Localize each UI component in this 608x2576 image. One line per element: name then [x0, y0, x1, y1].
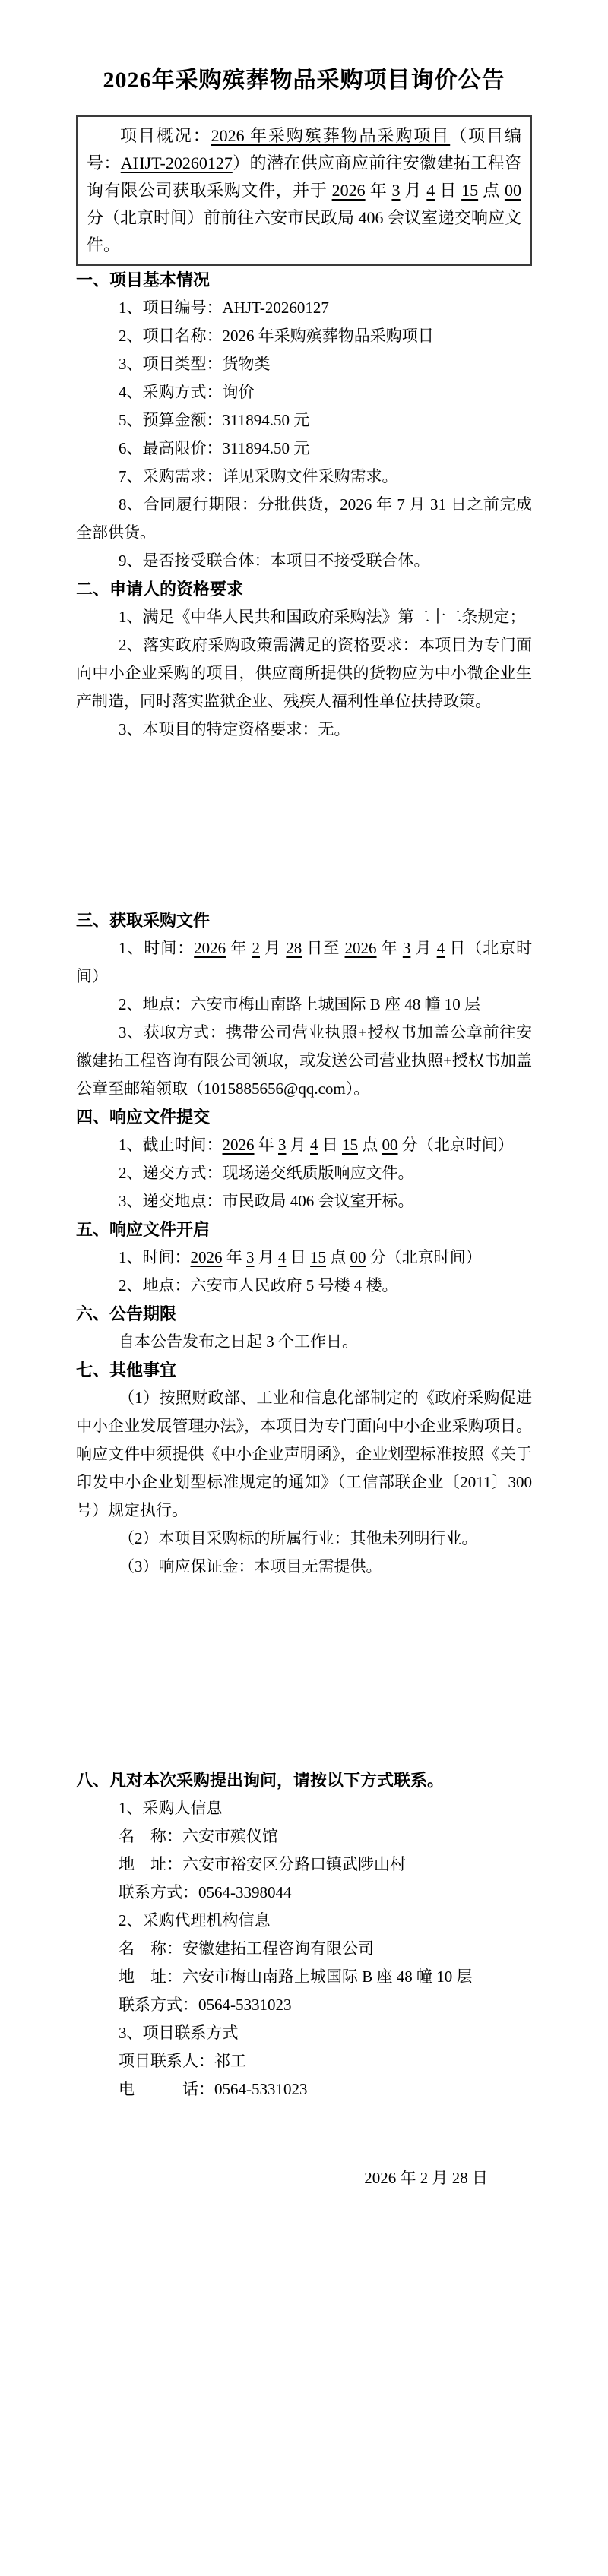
section-heading: 三、获取采购文件 [76, 911, 211, 930]
doc-paragraph: 3、递交地点：市民政局 406 会议室开标。 [119, 1192, 414, 1210]
doc-paragraph [76, 934, 532, 991]
doc-paragraph: 项目联系人：祁工 [119, 2052, 246, 2070]
doc-paragraph: 1、项目编号：AHJT-20260127 [119, 299, 329, 317]
underlined-text: 2 [252, 939, 260, 957]
doc-paragraph: （1）按照财政部、工业和信息化部制定的《政府采购促进中小企业发展管理办法》，本项目为专门面向中小企业采购项目。响应文件中须提供《中小企业声明函》，企业划型标准按照《关于印发中小企业划型标准规定的通知》（工信部联企业〔2011〕300 号）规定执行。 [76, 1389, 532, 1519]
underlined-text: 15 [310, 1248, 326, 1266]
text-run: 日至 [302, 939, 345, 957]
text-run: 月 [259, 939, 287, 957]
underlined-text: AHJT-20260127 [120, 153, 233, 172]
text-run: 日 [318, 1136, 342, 1154]
doc-paragraph [76, 1131, 532, 1159]
text-run: 年 [376, 939, 403, 957]
text-run: ）的潜在供应商应前往安徽建拓工程咨询有限公司获取采购文件，并于 [87, 153, 521, 200]
text-run: 点 [326, 1248, 350, 1266]
project-overview-box [76, 115, 532, 266]
section-heading: 二、申请人的资格要求 [76, 580, 244, 599]
doc-paragraph: 2、采购代理机构信息 [119, 1911, 271, 1930]
text-run: 日 [286, 1248, 310, 1266]
text-run: （项目编号： [87, 126, 521, 172]
doc-paragraph: 自本公告发布之日起 3 个工作日。 [119, 1332, 358, 1351]
spacer [76, 744, 532, 906]
underlined-text: 2026 [331, 181, 366, 200]
doc-paragraph: 联系方式：0564-3398044 [119, 1883, 292, 1901]
spacer [76, 1581, 532, 1766]
text-run: 月 [286, 1136, 310, 1154]
doc-paragraph: （2）本项目采购标的所属行业：其他未列明行业。 [119, 1529, 478, 1547]
doc-paragraph: 名 称：六安市殡仪馆 [119, 1827, 278, 1845]
underlined-text: 3 [246, 1248, 255, 1266]
doc-paragraph: 2、递交方式：现场递交纸质版响应文件。 [119, 1164, 414, 1182]
text-run: 年 [365, 181, 392, 200]
underlined-text: 15 [342, 1136, 358, 1154]
doc-paragraph: 2、地点：六安市人民政府 5 号楼 4 楼。 [119, 1276, 398, 1294]
page-title: 2026年采购殡葬物品采购项目询价公告 [103, 68, 505, 93]
underlined-text: 2026 [190, 1248, 223, 1266]
text-run: 年 [254, 1136, 278, 1154]
doc-paragraph: 电 话：0564-5331023 [119, 2080, 308, 2098]
doc-paragraph: （3）响应保证金：本项目无需提供。 [119, 1557, 382, 1576]
underlined-text: 00 [504, 181, 521, 200]
doc-paragraph: 3、本项目的特定资格要求：无。 [119, 720, 350, 738]
underlined-text: 3 [402, 939, 411, 957]
section-heading: 七、其他事宜 [76, 1361, 177, 1380]
underlined-text: 2026 [194, 939, 226, 957]
section-heading: 八、凡对本次采购提出询问，请按以下方式联系。 [76, 1771, 445, 1790]
doc-paragraph: 6、最高限价：311894.50 元 [119, 439, 310, 457]
doc-paragraph: 1、采购人信息 [119, 1799, 223, 1817]
doc-paragraph: 7、采购需求：详见采购文件采购需求。 [119, 467, 398, 485]
overview-paragraph [87, 122, 521, 259]
underlined-text: 2026 [222, 1136, 255, 1154]
underlined-text: 4 [278, 1248, 287, 1266]
underlined-text: 2026 年采购殡葬物品采购项目 [211, 126, 451, 145]
doc-paragraph: 8、合同履行期限：分批供货，2026 年 7 月 31 日之前完成全部供货。 [76, 495, 532, 542]
doc-paragraph: 地 址：六安市梅山南路上城国际 B 座 48 幢 10 层 [119, 1968, 473, 1986]
doc-paragraph: 1、满足《中华人民共和国政府采购法》第二十二条规定； [119, 608, 526, 626]
underlined-text: 3 [278, 1136, 287, 1154]
underlined-text: 4 [436, 939, 445, 957]
doc-flow [76, 115, 532, 2192]
underlined-text: 3 [391, 181, 401, 200]
doc-paragraph: 3、项目类型：货物类 [119, 355, 271, 373]
doc-paragraph: 3、项目联系方式 [119, 2024, 239, 2042]
doc-paragraph: 名 称：安徽建拓工程咨询有限公司 [119, 1939, 374, 1958]
doc-paragraph [76, 1244, 532, 1272]
text-run: 点 [478, 181, 505, 200]
text-run: 年 [226, 939, 252, 957]
text-run: 日（北京时间） [76, 939, 533, 985]
text-run: 分（北京时间） [397, 1136, 514, 1154]
text-run: 分（北京时间）前前往六安市民政局 406 会议室递交响应文件。 [87, 208, 522, 254]
text-run: 1、时间： [119, 1248, 191, 1266]
text-run: 月 [410, 939, 437, 957]
doc-paragraph: 2、项目名称：2026 年采购殡葬物品采购项目 [119, 327, 434, 345]
publish-date: 2026 年 2 月 28 日 [364, 2169, 488, 2187]
doc-paragraph: 9、是否接受联合体：本项目不接受联合体。 [119, 552, 430, 570]
text-run: 月 [254, 1248, 278, 1266]
underlined-text: 4 [426, 181, 435, 200]
doc-paragraph: 5、预算金额：311894.50 元 [119, 411, 310, 429]
text-run: 日 [435, 181, 462, 200]
doc-paragraph: 2、地点：六安市梅山南路上城国际 B 座 48 幢 10 层 [119, 995, 481, 1013]
section-heading: 六、公告期限 [76, 1304, 177, 1323]
section-heading: 四、响应文件提交 [76, 1108, 211, 1127]
text-run: 点 [358, 1136, 382, 1154]
doc-paragraph: 联系方式：0564-5331023 [119, 1996, 292, 2014]
underlined-text: 4 [310, 1136, 318, 1154]
underlined-text: 00 [382, 1136, 398, 1154]
underlined-text: 15 [461, 181, 479, 200]
text-run: 月 [400, 181, 427, 200]
doc-paragraph: 4、采购方式：询价 [119, 383, 255, 401]
section-heading: 一、项目基本情况 [76, 270, 211, 289]
section-heading: 五、响应文件开启 [76, 1220, 211, 1239]
text-run: 项目概况： [120, 126, 211, 145]
underlined-text: 28 [286, 939, 302, 957]
text-run: 分（北京时间） [366, 1248, 482, 1266]
doc-paragraph: 2、落实政府采购政策需满足的资格要求：本项目为专门面向中小企业采购的项目，供应商所提供的货物应为中小微企业生产制造，同时落实监狱企业、残疾人福利性单位扶持政策。 [76, 636, 532, 710]
doc-paragraph: 地 址：六安市裕安区分路口镇武陟山村 [119, 1855, 406, 1873]
text-run: 1、截止时间： [119, 1136, 223, 1154]
text-run: 年 [222, 1248, 246, 1266]
underlined-text: 2026 [344, 939, 377, 957]
text-run: 1、时间： [119, 939, 195, 957]
doc-paragraph: 3、获取方式：携带公司营业执照+授权书加盖公章前往安徽建拓工程咨询有限公司领取，或发送公司营业执照+授权书加盖公章至邮箱领取（1015885656@qq.com）。 [76, 1023, 532, 1098]
underlined-text: 00 [350, 1248, 366, 1266]
spacer [76, 2103, 532, 2164]
